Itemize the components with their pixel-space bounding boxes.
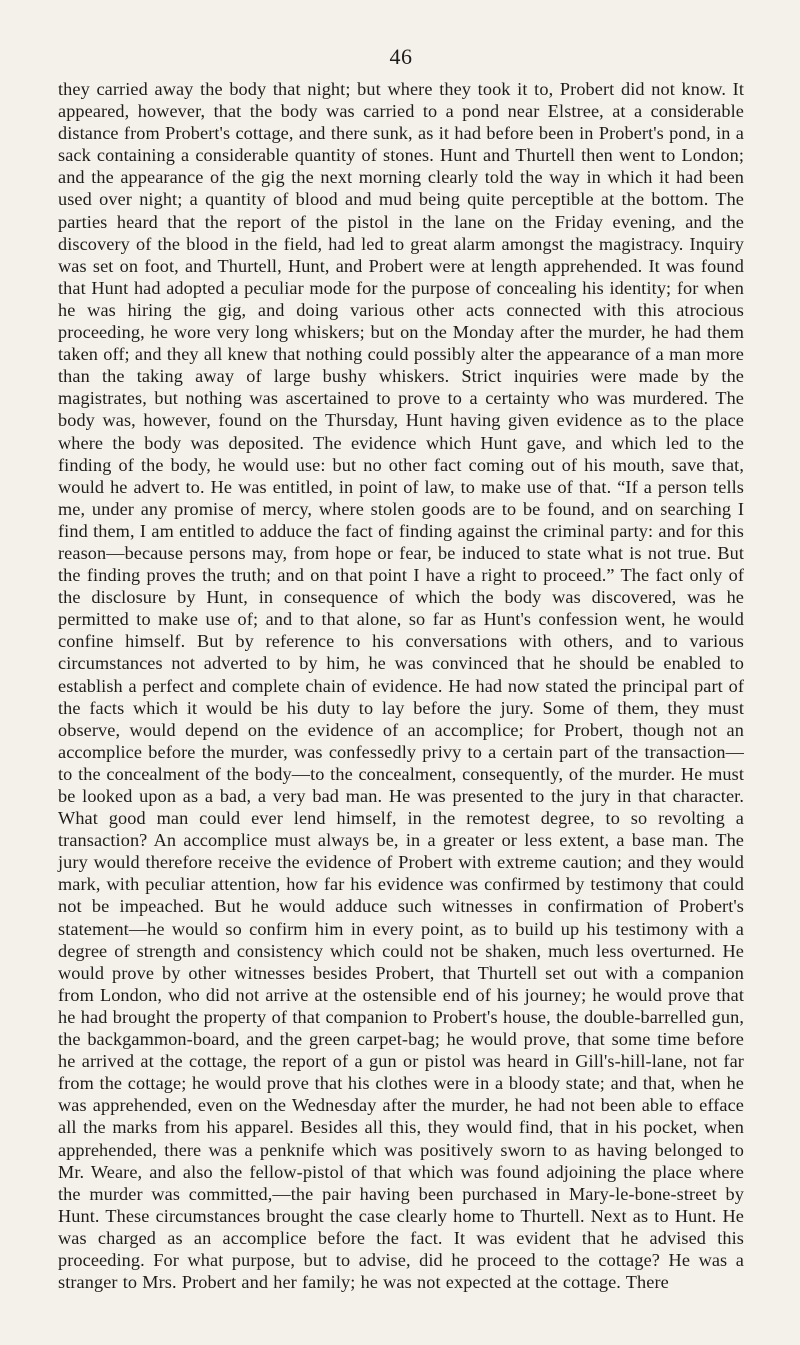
page-number: 46 xyxy=(389,44,413,69)
body-paragraph: they carried away the body that night; but where they took it to, Probert did not know. It appeared, however, that the body was carried to a pond near Elstree, at a considerable distance from Probert's cottage, and there sunk, as it had before been in Probert's pond, in a sack containing a considerable quantity of stones. Hunt and Thurtell then went to London; and the appearance of the gig the next morning clearly told the way in which it had been used over night; a quantity of blood and mud being quite perceptible at the bottom. The parties heard that the report of the pistol in the lane on the Friday evening, and the discovery of the blood in the field, had led to great alarm amongst the magistracy. Inquiry was set on foot, and Thurtell, Hunt, and Probert were at length apprehended. It was found that Hunt had adopted a peculiar mode for the purpose of concealing his identity; for when he was hiring the gig, and doing various other acts connected with this atrocious proceeding, he wore very long whiskers; but on the Monday after the murder, he had them taken off; and they all knew that nothing could possibly alter the appearance of a man more than the taking away of large bushy whiskers. Strict inquiries were made by the magistrates, but nothing was ascertained to prove to a certainty who was murdered. The body was, however, found on the Thursday, Hunt having given evidence as to the place where the body was deposited. The evidence which Hunt gave, and which led to the finding of the body, he would use: but no other fact coming out of his mouth, save that, would he advert to. He was entitled, in point of law, to make use of that. “If a person tells me, under any promise of mercy, where stolen goods are to be found, and on searching I find them, I am entitled to adduce the fact of finding against the criminal party: and for this reason—because persons may, from hope or fear, be induced to state what is not true. But the finding proves the truth; and on that point I have a right to proceed.” The fact only of the disclosure by Hunt, in consequence of which the body was discovered, was he permitted to make use of; and to that alone, so far as Hunt's confession went, he would confine himself. But by reference to his conversations with others, and to various circumstances not adverted to by him, he was convinced that he should be enabled to establish a perfect and complete chain of evidence. He had now stated the principal part of the facts which it would be his duty to lay before the jury. Some of them, they must observe, would depend on the evidence of an accomplice; for Probert, though not an accomplice before the murder, was confessedly privy to a certain part of the transaction—to the concealment of the body—to the concealment, consequently, of the murder. He must be looked upon as a bad, a very bad man. He was presented to the jury in that character. What good man could ever lend himself, in the remotest degree, to so revolting a transaction? An accomplice must always be, in a greater or less extent, a base man. The jury would therefore receive the evidence of Probert with extreme caution; and they would mark, with peculiar attention, how far his evidence was confirmed by testimony that could not be impeached. But he would adduce such witnesses in confirmation of Probert's statement—he would so confirm him in every point, as to build up his testimony with a degree of strength and consistency which could not be shaken, much less overturned. He would prove by other witnesses besides Probert, that Thurtell set out with a companion from London, who did not arrive at the ostensible end of his journey; he would prove that he had brought the property of that companion to Probert's house, the double-barrelled gun, the backgammon-board, and the green carpet-bag; he would prove, that some time before he arrived at the cottage, the report of a gun or pistol was heard in Gill's-hill-lane, not far from the cottage; he would prove that his clothes were in a bloody state; and that, when he was apprehended, even on the Wednesday after the murder, he had not been able to efface all the marks from his apparel. Besides all this, they would find, that in his pocket, when apprehended, there was a penknife which was positively sworn to as having belonged to Mr. Weare, and also the fellow-pistol of that which was found adjoining the place where the murder was committed,—the pair having been purchased in Mary-le-bone-street by Hunt. These circumstances brought the case clearly home to Thurtell. Next as to Hunt. He was charged as an accomplice before the fact. It was evident that he advised this proceeding. For what purpose, but to advise, did he proceed to the cottage? He was a stranger to Mrs. Probert and her family; he was not expected at the cottage. There xyxy=(58,79,744,1293)
